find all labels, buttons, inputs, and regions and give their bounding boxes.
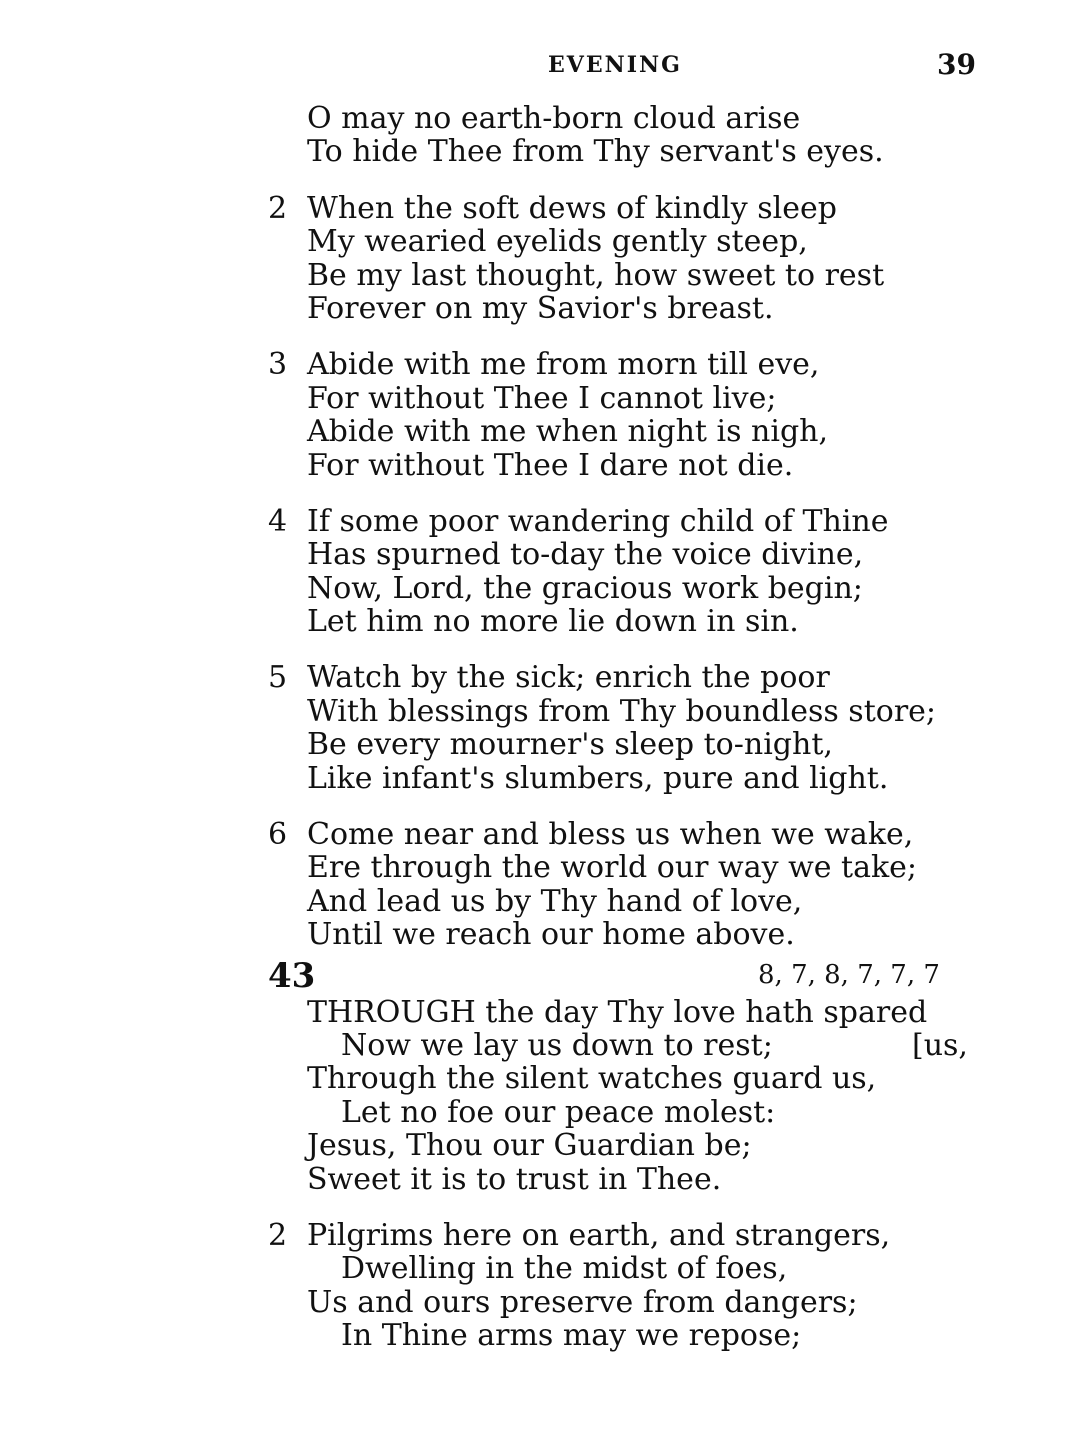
verse-text: Now, Lord, the gracious work begin; xyxy=(307,570,863,606)
verse-text: Sweet it is to trust in Thee. xyxy=(307,1161,722,1197)
verse-line xyxy=(0,1252,1068,1285)
verse-line xyxy=(0,192,1068,225)
verse-text: Has spurned to-day the voice divine, xyxy=(307,537,864,573)
page-number: 39 xyxy=(937,48,976,81)
verse-line xyxy=(0,538,1068,571)
verse-line xyxy=(0,225,1068,258)
verse-text: If some poor wandering child of Thine xyxy=(307,503,889,539)
verse-text: For without Thee I dare not die. xyxy=(307,447,794,483)
verse-text: To hide Thee from Thy servant's eyes. xyxy=(307,134,884,170)
verse-line xyxy=(0,1319,1068,1352)
verse-text: Jesus, Thou our Guardian be; xyxy=(307,1128,752,1164)
verse-line xyxy=(0,728,1068,761)
verse-text: Forever on my Savior's breast. xyxy=(307,290,774,326)
verse-text: My wearied eyelids gently steep, xyxy=(307,224,808,260)
stanza-5 xyxy=(0,661,1068,795)
verse-text: Abide with me when night is nigh, xyxy=(307,414,829,450)
hymn-heading xyxy=(0,956,1068,996)
stanza-number: 6 xyxy=(268,817,288,853)
verse-line xyxy=(0,1062,1068,1095)
verse-line xyxy=(0,1163,1068,1196)
verse-text: THROUGH the day Thy love hath spared xyxy=(307,994,928,1030)
hymn43-stanza-2 xyxy=(0,1219,1068,1353)
verse-line xyxy=(0,135,1068,168)
running-head: EVENING xyxy=(548,52,682,78)
stanza-2 xyxy=(0,192,1068,326)
verse-text: And lead us by Thy hand of love, xyxy=(307,883,803,919)
stanza-number: 5 xyxy=(268,660,288,696)
stanza-number: 2 xyxy=(268,1217,288,1253)
verse-line xyxy=(0,885,1068,918)
verse-text: Be every mourner's sleep to-night, xyxy=(307,727,833,763)
verse-text: Let him no more lie down in sin. xyxy=(307,604,799,640)
hymn43-stanza-1 xyxy=(0,996,1068,1196)
verse-line xyxy=(0,661,1068,694)
verse-text: Us and ours preserve from dangers; xyxy=(307,1284,858,1320)
verse-line xyxy=(0,292,1068,325)
verse-line xyxy=(0,348,1068,381)
verse-text: Abide with me from morn till eve, xyxy=(307,347,820,383)
verse-text: Ere through the world our way we take; xyxy=(307,850,918,886)
hymn-meter: 8, 7, 8, 7, 7, 7 xyxy=(758,959,940,990)
stanza-3 xyxy=(0,348,1068,482)
turnover-fragment: [us, xyxy=(912,1027,968,1063)
verse-line xyxy=(0,762,1068,795)
verse-text: Pilgrims here on earth, and strangers, xyxy=(307,1217,891,1253)
verse-line xyxy=(0,102,1068,135)
page-body xyxy=(0,102,1068,1353)
verse-line xyxy=(0,505,1068,538)
verse-text: O may no earth-born cloud arise xyxy=(307,101,801,136)
verse-line xyxy=(0,1219,1068,1252)
verse-line xyxy=(0,918,1068,951)
verse-text: When the soft dews of kindly sleep xyxy=(307,190,837,226)
verse-text: With blessings from Thy boundless store; xyxy=(307,693,937,729)
verse-line xyxy=(0,1029,1068,1062)
stanza-number: 4 xyxy=(268,503,288,539)
verse-text: Through the silent watches guard us, xyxy=(307,1061,877,1097)
verse-text: In Thine arms may we repose; xyxy=(341,1318,802,1354)
verse-text: Come near and bless us when we wake, xyxy=(307,817,914,853)
verse-text: For without Thee I cannot live; xyxy=(307,380,777,416)
verse-line xyxy=(0,259,1068,292)
verse-line xyxy=(0,605,1068,638)
stanza-continued xyxy=(0,102,1068,169)
page-header xyxy=(0,48,1068,88)
stanza-number: 2 xyxy=(268,190,288,226)
verse-line xyxy=(0,1096,1068,1129)
stanza-number: 3 xyxy=(268,347,288,383)
stanza-4 xyxy=(0,505,1068,639)
verse-text: Dwelling in the midst of foes, xyxy=(341,1251,788,1287)
verse-text: Now we lay us down to rest; xyxy=(341,1027,773,1063)
verse-text: Like infant's slumbers, pure and light. xyxy=(307,760,889,796)
verse-line xyxy=(0,449,1068,482)
verse-line xyxy=(0,1129,1068,1162)
verse-line xyxy=(0,382,1068,415)
stanza-6 xyxy=(0,818,1068,952)
verse-line xyxy=(0,851,1068,884)
verse-line xyxy=(0,1286,1068,1319)
verse-text: Let no foe our peace molest: xyxy=(341,1094,776,1130)
hymn-number: 43 xyxy=(268,955,316,996)
verse-line xyxy=(0,818,1068,851)
verse-line xyxy=(0,695,1068,728)
verse-line xyxy=(0,572,1068,605)
verse-text: Be my last thought, how sweet to rest xyxy=(307,257,885,293)
verse-line xyxy=(0,415,1068,448)
verse-text: Until we reach our home above. xyxy=(307,917,795,953)
verse-text: Watch by the sick; enrich the poor xyxy=(307,660,830,696)
verse-line xyxy=(0,996,1068,1029)
